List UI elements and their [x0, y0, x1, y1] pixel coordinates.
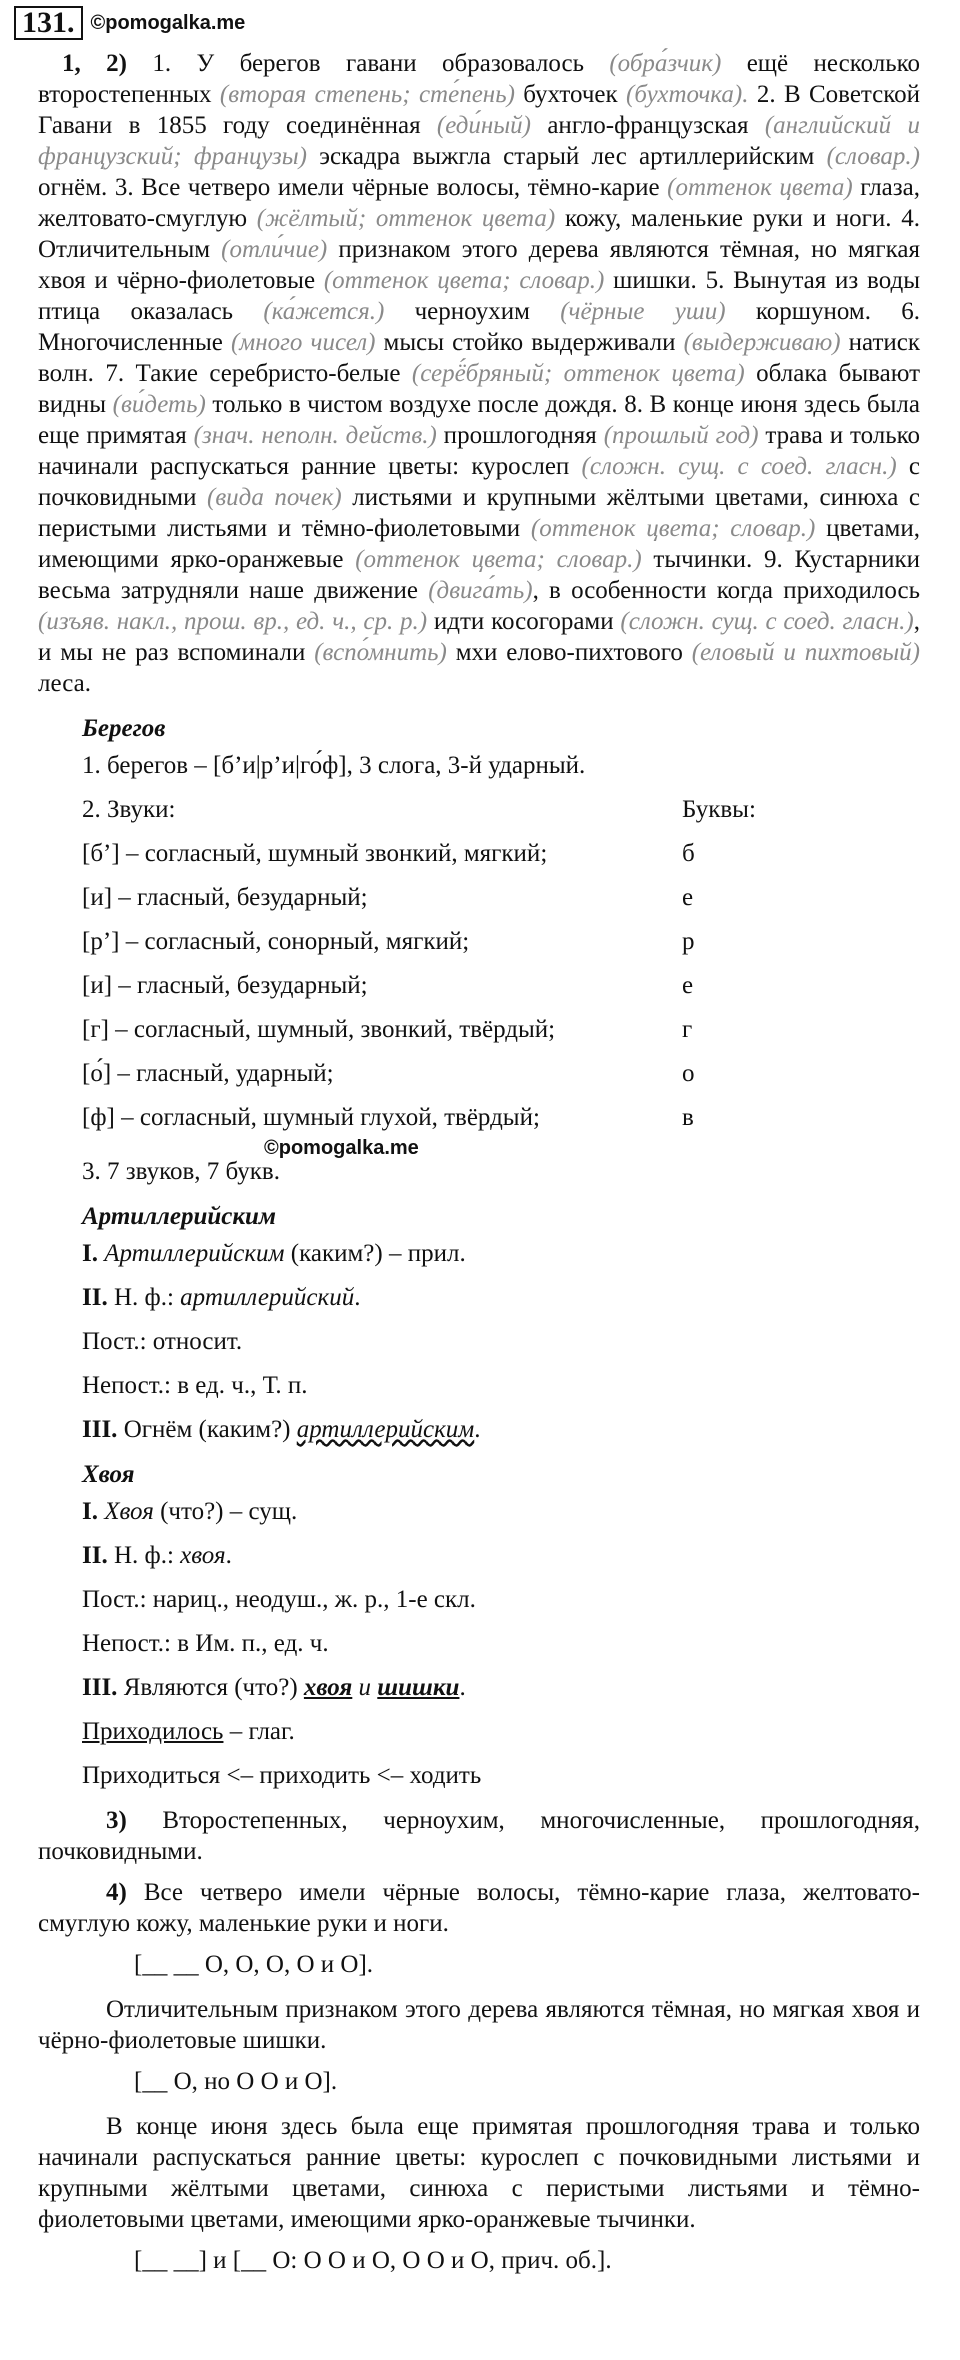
hint-annotation: (серё́бряный; оттенок цвета) [411, 360, 745, 387]
hint-annotation: (оттенок цвета; словар.) [530, 515, 816, 542]
task-text-fragment: англо-французская [531, 112, 765, 139]
letter: р [682, 928, 695, 955]
hint-annotation: (словар.) [826, 143, 920, 170]
hint-annotation: (двига́ть) [428, 577, 533, 604]
morph2-line5 [82, 1673, 920, 1703]
roman-2: II. [82, 1284, 108, 1311]
hint-annotation: (оттенок цвета; словар.) [355, 546, 642, 573]
hint-annotation: (сложн. сущ. с соед. гласн.) [620, 608, 914, 635]
morph1-line4: Непост.: в ед. ч., Т. п. [82, 1372, 308, 1399]
morph2-line3: Пост.: нариц., неодуш., ж. р., 1-е скл. [82, 1586, 476, 1613]
task-text-fragment: натиск волн. 7. Такие серебристо-белые [38, 329, 921, 387]
hint-annotation: (отли́чие) [221, 236, 328, 263]
hint-annotation: (еловый и пихтовый) [691, 639, 920, 666]
task4-s3: В конце июня здесь была еще примятая прошлогодняя трава и только начинали распускаться ранние цветы: курослеп с почковидными листьями и крупными жёлтыми цветами, синюха с перистыми листьями и тёмно-фиолетовыми цветами, имеющими ярко-оранжевые тычинки. [38, 2113, 920, 2233]
phonetic-line1: 1. берегов – [б’и|р’и|го́ф], 3 слога, 3-й ударный. [82, 752, 586, 779]
morph2-title: Хвоя [82, 1461, 135, 1488]
task3-text: Второстепенных, черноухим, многочисленные, прошлогодняя, почковидными. [38, 1807, 920, 1865]
hint-annotation: (обра́зчик) [609, 50, 722, 77]
word: артиллерийский [180, 1284, 355, 1311]
text: – глаг. [223, 1718, 295, 1745]
morph2-line2: II. Н. ф.: хвоя. [82, 1542, 232, 1569]
letters-header: Буквы: [682, 796, 756, 823]
task-text-fragment: шишки. 5. Вынутая из воды птица оказалась [38, 267, 920, 325]
word: Хвоя [104, 1498, 154, 1525]
task-text-fragment: цветами, имеющими ярко-оранжевые [38, 515, 920, 573]
wordform-line2: Приходиться <– приходить <– ходить [82, 1762, 482, 1789]
hint-annotation: (еди́ный) [436, 112, 532, 139]
task-text-fragment: , и мы не раз вспоминали [38, 608, 920, 666]
hint-annotation: (оттенок цвета) [667, 174, 853, 201]
task-text-fragment: трава и только начинали распускаться ранние цветы: курослеп [38, 422, 920, 480]
task-text-fragment: бухточек [514, 81, 627, 108]
hint-annotation: (ка́жется.) [263, 298, 385, 325]
task-text-fragment: с почковидными [38, 453, 920, 511]
morph1-line2: II. Н. ф.: артиллерийский. [82, 1284, 361, 1311]
sound-row [82, 1103, 920, 1133]
morph2-line4: Непост.: в Им. п., ед. ч. [82, 1630, 329, 1657]
hint-annotation: (чёрные уши) [560, 298, 726, 325]
word: шишки [377, 1674, 460, 1701]
mid-watermark: ©pomogalka.me [264, 1137, 419, 1159]
task-text-fragment: 2. В Советской Гавани в 1855 году соединённая [38, 81, 920, 139]
header [14, 4, 920, 42]
task-text-fragment: мысы стойко выдерживали [375, 329, 684, 356]
morph1-line3: Пост.: относит. [82, 1328, 243, 1355]
text: Н. ф.: [107, 1284, 181, 1311]
scheme: [__ __ О, О, О, О и О]. [134, 1951, 374, 1978]
hint-annotation: (оттенок цвета; словар.) [323, 267, 605, 294]
roman-3: III. [82, 1674, 118, 1701]
task-text-body [38, 50, 920, 697]
hint-annotation: (бухточка). [626, 81, 749, 108]
sentence: Все четверо имели чёрные волосы, тёмно-карие глаза, желтовато-смуглую кожу, маленькие руки и ноги. [38, 1879, 920, 1937]
word: Приходилось [82, 1718, 224, 1745]
task-text-fragment: прошлогодняя [436, 422, 604, 449]
hint-annotation: (вида почек) [207, 484, 342, 511]
letter: в [682, 1104, 694, 1131]
hint-annotation: (много чисел) [230, 329, 376, 356]
letter: б [682, 840, 695, 867]
roman-2: II. [82, 1542, 108, 1569]
task4-s1 [14, 1877, 920, 1939]
morph1-line1 [82, 1239, 920, 1269]
morph1-title: Артиллерийским [82, 1203, 277, 1230]
letter: е [682, 884, 694, 911]
task-text-fragment: мхи елово-пихтового [446, 639, 692, 666]
sound-row [82, 927, 920, 957]
scheme: [__ __] и [__ О: О О и О, О О и О, прич. об.]. [134, 2247, 612, 2274]
task-text-fragment: идти косогорами [427, 608, 621, 635]
task-label: 1, 2) [62, 50, 127, 77]
word: хвоя [180, 1542, 226, 1569]
word: артиллерийским [296, 1416, 475, 1443]
sounds-header: 2. Звуки: [82, 796, 176, 823]
task-text-fragment: признаком этого дерева являются тёмная, но мягкая хвоя и чёрно-фиолетовые [38, 236, 920, 294]
task-text [14, 48, 920, 699]
task-text-fragment: тычинки. 9. Кустарники весьма затрудняли наше движение [38, 546, 920, 604]
task-text-fragment: ещё несколько второстепенных [38, 50, 921, 108]
word: Артиллерийским [104, 1240, 285, 1267]
letter: е [682, 972, 694, 999]
hint-annotation: (вторая степень; сте́пень) [219, 81, 515, 108]
hint-annotation: (ви́деть) [112, 391, 206, 418]
hint-annotation: (английский и французский; французы) [38, 112, 920, 170]
sound-row [82, 839, 920, 869]
hint-annotation: (знач. неполн. действ.) [193, 422, 437, 449]
phonetic-title: Берегов [82, 715, 166, 742]
task3 [14, 1805, 920, 1867]
task4-label: 4) [106, 1879, 127, 1906]
task-text-fragment: коршуном. 6. Многочисленные [38, 298, 921, 356]
roman-1: I. [82, 1498, 98, 1525]
sound-row [82, 1015, 920, 1045]
text: Являются (что?) [117, 1674, 304, 1701]
task-text-fragment: леса. [38, 670, 91, 697]
sound-row [82, 883, 920, 913]
task-text-fragment: , в особенности когда приходилось [532, 577, 920, 604]
text: . [459, 1674, 466, 1701]
task-text-fragment: черноухим [384, 298, 561, 325]
text: . [474, 1416, 481, 1443]
sound: [б’] – согласный, шумный звонкий, мягкий; [82, 840, 548, 867]
task3-label: 3) [106, 1807, 127, 1834]
roman-3: III. [82, 1416, 118, 1443]
text: Н. ф.: [107, 1542, 181, 1569]
text: (каким?) – прил. [284, 1240, 466, 1267]
letter: г [682, 1016, 693, 1043]
sound: [и] – гласный, безударный; [82, 972, 368, 999]
word: хвоя [303, 1674, 353, 1701]
site-watermark: ©pomogalka.me [90, 11, 246, 34]
task-text-fragment: глаза, желтовато-смуглую [38, 174, 921, 232]
text: (что?) – сущ. [153, 1498, 298, 1525]
task-text-fragment: эскадра выжгла старый лес артиллерийским [306, 143, 827, 170]
text: и [352, 1674, 378, 1701]
hint-annotation: (сложн. сущ. с соед. гласн.) [581, 453, 897, 480]
sound: [ф] – согласный, шумный глухой, твёрдый; [82, 1104, 540, 1131]
sound: [и] – гласный, безударный; [82, 884, 368, 911]
sound: [о́] – гласный, ударный; [82, 1060, 334, 1087]
text: Огнём (каким?) [117, 1416, 297, 1443]
task4-s2: Отличительным признаком этого дерева являются тёмная, но мягкая хвоя и чёрно-фиолетовые шишки. [38, 1996, 920, 2054]
letter: о [682, 1060, 695, 1087]
task-text-fragment: 1. У берегов гавани образовалось [126, 50, 610, 77]
exercise-number: 131. [14, 6, 83, 40]
sound: [р’] – согласный, сонорный, мягкий; [82, 928, 470, 955]
hint-annotation: (жёлтый; оттенок цвета) [256, 205, 556, 232]
task-text-fragment: кожу, маленькие руки и ноги. 4. Отличительным [38, 205, 920, 263]
sound-row [82, 1059, 920, 1089]
task-text-fragment: листьями и крупными жёлтыми цветами, синюха с перистыми листьями и тёмно-фиолетовыми [38, 484, 920, 542]
task-text-fragment: только в чистом воздухе после дождя. 8. В конце июня здесь была еще примятая [38, 391, 920, 449]
hint-annotation: (прошлый год) [603, 422, 759, 449]
phonetic-total: 3. 7 звуков, 7 букв. [82, 1158, 280, 1185]
task-text-fragment: огнём. 3. Все четверо имели чёрные волосы, тёмно-карие [38, 174, 668, 201]
morph1-line5 [82, 1415, 920, 1445]
sound-row [82, 971, 920, 1001]
wordform-line1 [82, 1717, 920, 1747]
hint-annotation: (вспо́мнить) [314, 639, 447, 666]
scheme: [__ О, но О О и О]. [134, 2068, 338, 2095]
sounds-header-row [82, 795, 920, 825]
hint-annotation: (выдерживаю) [683, 329, 841, 356]
sound: [г] – согласный, шумный, звонкий, твёрдый; [82, 1016, 556, 1043]
roman-1: I. [82, 1240, 98, 1267]
task-text-fragment: облака бывают видны [38, 360, 920, 418]
morph2-line1 [82, 1497, 920, 1527]
hint-annotation: (изъяв. накл., прош. вр., ед. ч., ср. р.) [38, 608, 428, 635]
